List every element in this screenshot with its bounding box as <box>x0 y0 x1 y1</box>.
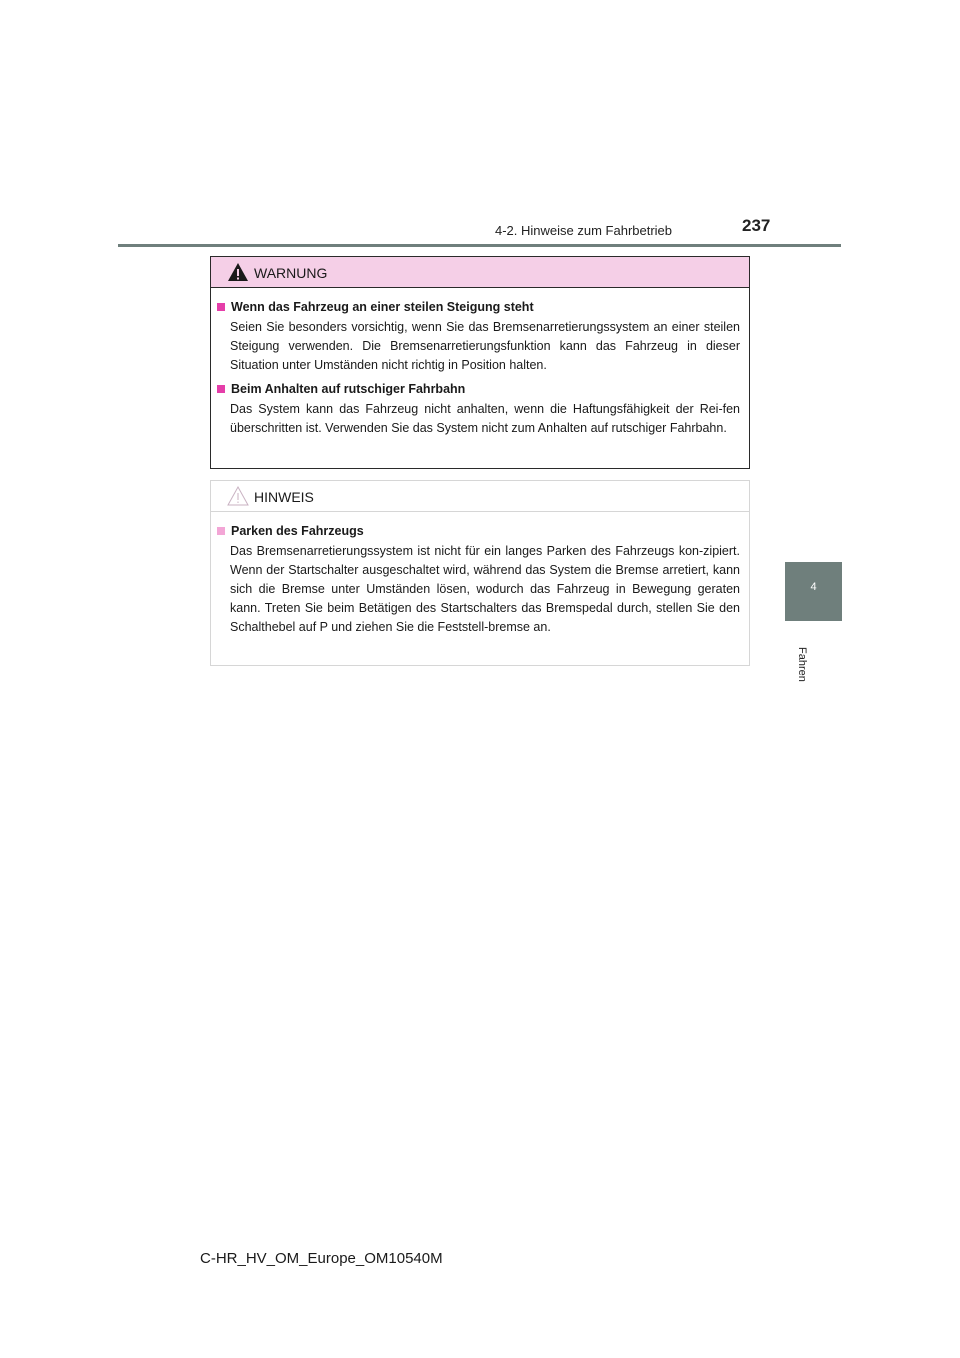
notice-item-title-text: Parken des Fahrzeugs <box>231 524 364 538</box>
page-number: 237 <box>742 216 771 235</box>
warning-item-title <box>217 381 740 397</box>
square-bullet-icon <box>217 303 225 311</box>
document-code: C-HR_HV_OM_Europe_OM10540M <box>200 1250 443 1267</box>
notice-box-header <box>211 481 749 512</box>
warning-box-body <box>211 288 749 438</box>
notice-box-body <box>211 512 749 637</box>
warning-item-title-text: Wenn das Fahrzeug an einer steilen Steigung steht <box>231 300 534 314</box>
notice-item-text: Das Bremsenarretierungssystem ist nicht für ein langes Parken des Fahrzeugs kon-zipiert. Wenn der Startschalter ausgeschaltet wird, während das System die Bremse arretiert, kann sich die Bremse unter Umständen lösen, wodurch das Fahrzeug in Bewegung geraten kann. Treten Sie beim Betätigen des Startschalters das Bremspedal durch, stellen Sie den Schalthebel auf P und ziehen Sie die Feststell-bremse an. <box>230 544 740 634</box>
warning-item-title <box>217 299 740 315</box>
header-rule <box>118 244 841 247</box>
section-title: 4-2. Hinweise zum Fahrbetrieb <box>495 223 673 238</box>
warning-item-text: Das System kann das Fahrzeug nicht anhalten, wenn die Haftungsfähigkeit der Rei-fen überschritten ist. Verwenden Sie das System nicht zum Anhalten auf rutschiger Fahrbahn. <box>230 402 740 435</box>
chapter-label: Fahren <box>796 647 808 682</box>
square-bullet-icon <box>217 527 225 535</box>
warning-item-text: Seien Sie besonders vorsichtig, wenn Sie das Bremsenarretierungssystem an einer steilen Steigung verwenden. Die Bremsenarretierungsfunktion kann das Fahrzeug in dieser Situation unter Umständen nicht richtig in Position halten. <box>230 320 740 372</box>
chapter-number: 4 <box>810 581 817 593</box>
notice-item-title <box>217 523 740 539</box>
warning-box-title: WARNUNG <box>254 265 328 281</box>
warning-box <box>210 256 750 469</box>
caution-triangle-outline-icon <box>227 485 249 507</box>
warning-item-title-text: Beim Anhalten auf rutschiger Fahrbahn <box>231 382 466 396</box>
notice-box-title: HINWEIS <box>254 489 314 505</box>
notice-box <box>210 480 750 666</box>
warning-box-header <box>211 257 749 288</box>
warning-triangle-icon <box>227 261 249 283</box>
chapter-tab <box>785 562 842 621</box>
square-bullet-icon <box>217 385 225 393</box>
